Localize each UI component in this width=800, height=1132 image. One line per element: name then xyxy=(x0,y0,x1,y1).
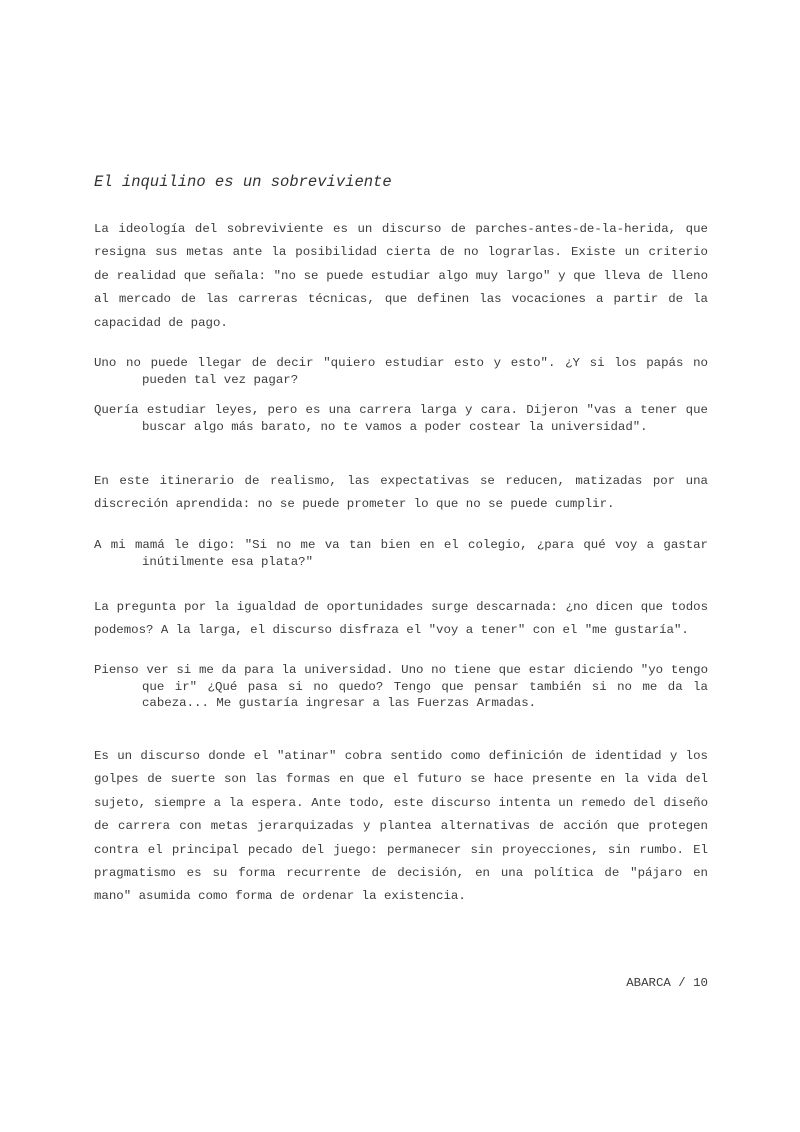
paragraph-1: La ideología del sobreviviente es un discurso de parches-antes-de-la-herida, que resigna sus metas ante la posibilidad cierta de no lograrlas. Existe un criterio de realidad que señala: "no se puede estudiar algo muy largo" y que lleva de lleno al mercado de las carreras técnicas, que definen las vocaciones a partir de la capacidad de pago. xyxy=(94,222,708,330)
testimony-quote-4: Pienso ver si me da para la universidad. Uno no tiene que estar diciendo "yo tengo que ir" ¿Qué pasa si no quedo? Tengo que pensar también si no me da la cabeza... Me gustaría ingresar a las Fuerzas Armadas. xyxy=(94,663,708,711)
testimony-quote-1: Uno no puede llegar de decir "quiero estudiar esto y esto". ¿Y si los papás no pueden tal vez pagar? xyxy=(94,356,708,387)
paragraph-3: La pregunta por la igualdad de oportunidades surge descarnada: ¿no dicen que todos podemos? A la larga, el discurso disfraza el "voy a tener" con el "me gustaría". xyxy=(94,600,708,638)
page-footer: ABARCA / 10 xyxy=(626,976,708,990)
testimony-quote-3: A mi mamá le digo: "Si no me va tan bien en el colegio, ¿para qué voy a gastar inútilmente esa plata?" xyxy=(94,538,708,569)
testimony-quote-2: Quería estudiar leyes, pero es una carrera larga y cara. Dijeron "vas a tener que buscar algo más barato, no te vamos a poder costear la universidad". xyxy=(94,403,708,434)
section-title: El inquilino es un sobreviviente xyxy=(94,173,392,191)
document-page xyxy=(94,0,708,1132)
paragraph-4: Es un discurso donde el "atinar" cobra sentido como definición de identidad y los golpes de suerte son las formas en que el futuro se hace presente en la vida del sujeto, siempre a la espera. Ante todo, este discurso intenta un remedo del diseño de carrera con metas jerarquizadas y plantea alternativas de acción que protegen contra el principal pecado del juego: permanecer sin proyecciones, sin rumbo. El pragmatismo es su forma recurrente de decisión, en una política de "pájaro en mano" asumida como forma de ordenar la existencia. xyxy=(94,749,708,904)
paragraph-2: En este itinerario de realismo, las expectativas se reducen, matizadas por una discreción aprendida: no se puede prometer lo que no se puede cumplir. xyxy=(94,474,708,512)
